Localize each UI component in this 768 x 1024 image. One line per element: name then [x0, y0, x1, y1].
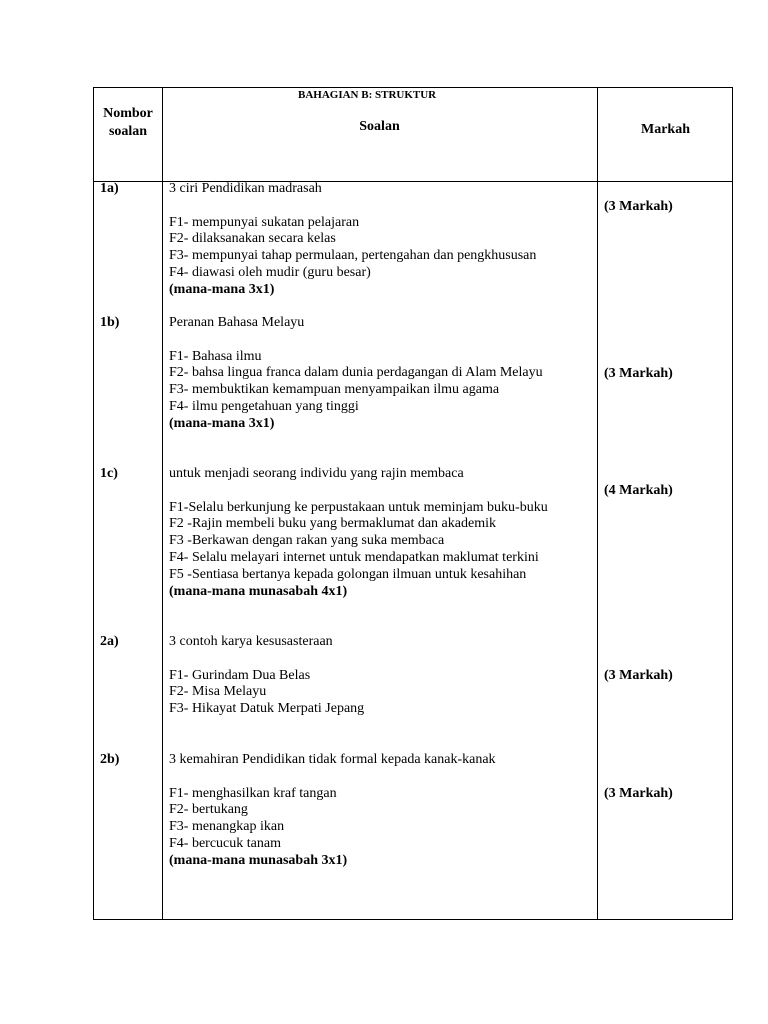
answer-point: F3- mempunyai tahap permulaan, pertengahan dan pengkhususan	[169, 248, 537, 264]
blank-line	[169, 332, 543, 349]
question-number: 2a)	[100, 634, 119, 649]
answer-point: F2- bahsa lingua franca dalam dunia perdagangan di Alam Melayu	[169, 365, 543, 381]
question-title: 3 kemahiran Pendidikan tidak formal kepada kanak-kanak	[169, 752, 496, 767]
marks-label: (3 Markah)	[604, 366, 673, 381]
answer-point: F2- bertukang	[169, 802, 248, 818]
blank-line	[169, 769, 496, 786]
answer-scheme-table	[93, 87, 733, 920]
question-title: 3 ciri Pendidikan madrasah	[169, 181, 322, 196]
column-divider	[162, 88, 163, 919]
question-title: 3 contoh karya kesusasteraan	[169, 634, 333, 649]
col-header-question: Soalan	[359, 119, 400, 134]
question-block	[169, 315, 543, 433]
answer-point: F1- Gurindam Dua Belas	[169, 667, 311, 683]
answer-point: F4- diawasi oleh mudir (guru besar)	[169, 264, 371, 280]
question-block	[169, 634, 364, 718]
answer-point: F1- menghasilkan kraf tangan	[169, 785, 337, 801]
answer-point: F1- Bahasa ilmu	[169, 348, 262, 364]
answer-point: F2 -Rajin membeli buku yang bermaklumat dan akademik	[169, 516, 496, 532]
answer-note: (mana-mana munasabah 4x1)	[169, 583, 348, 599]
marks-label: (3 Markah)	[604, 668, 673, 683]
answer-point: F3- Hikayat Datuk Merpati Jepang	[169, 701, 365, 717]
question-block	[169, 752, 496, 870]
answer-point: F5 -Sentiasa bertanya kepada golongan ilmuan untuk kesahihan	[169, 566, 527, 582]
answer-note: (mana-mana munasabah 3x1)	[169, 852, 348, 868]
col-header-marks: Markah	[641, 122, 690, 137]
answer-point: F3- menangkap ikan	[169, 819, 285, 835]
answer-point: F2- Misa Melayu	[169, 684, 267, 700]
answer-point: F4- bercucuk tanam	[169, 835, 281, 851]
answer-point: F1- mempunyai sukatan pelajaran	[169, 214, 360, 230]
question-title: Peranan Bahasa Melayu	[169, 315, 305, 330]
question-block	[169, 466, 548, 600]
marks-label: (4 Markah)	[604, 483, 673, 498]
blank-line	[169, 651, 364, 668]
answer-point: F3 -Berkawan dengan rakan yang suka membaca	[169, 533, 445, 549]
question-title: untuk menjadi seorang individu yang rajin membaca	[169, 466, 464, 481]
answer-point: F2- dilaksanakan secara kelas	[169, 231, 336, 247]
col-header-number-line1: Nombor	[103, 106, 153, 121]
question-block	[169, 181, 536, 299]
answer-point: F4- ilmu pengetahuan yang tinggi	[169, 398, 359, 414]
answer-note: (mana-mana 3x1)	[169, 281, 275, 297]
question-number: 1c)	[100, 466, 118, 481]
question-number: 1b)	[100, 315, 120, 330]
blank-line	[169, 198, 536, 215]
column-divider	[597, 88, 598, 919]
question-number: 2b)	[100, 752, 120, 767]
col-header-number	[94, 105, 162, 141]
blank-line	[169, 483, 548, 500]
marks-label: (3 Markah)	[604, 786, 673, 801]
answer-note: (mana-mana 3x1)	[169, 415, 275, 431]
marks-label: (3 Markah)	[604, 199, 673, 214]
answer-point: F4- Selalu melayari internet untuk mendapatkan maklumat terkini	[169, 549, 539, 565]
question-number: 1a)	[100, 181, 119, 196]
answer-point: F1-Selalu berkunjung ke perpustakaan untuk meminjam buku-buku	[169, 499, 548, 515]
col-header-number-line2: soalan	[108, 124, 148, 139]
section-title: BAHAGIAN B: STRUKTUR	[298, 89, 437, 101]
answer-point: F3- membuktikan kemampuan menyampaikan ilmu agama	[169, 382, 500, 398]
